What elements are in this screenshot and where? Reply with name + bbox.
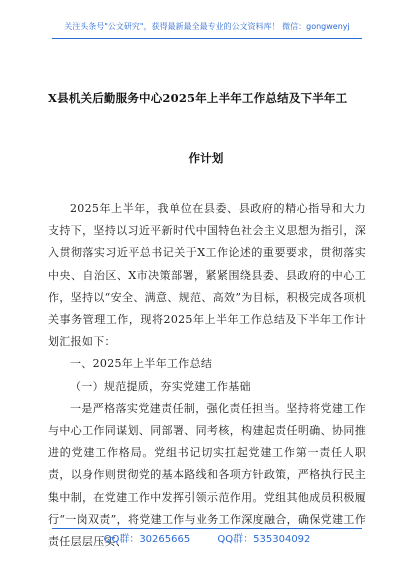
title-line-2: 作计划 [188,151,224,165]
intro-paragraph: 2025年上半年，我单位在县委、县政府的精心指导和大力支持下，坚持以习近平新时代中国特色社会主义思想为指引，深入贯彻落实习近平总书记关于X工作论述的重要要求，贯彻落实中央、自治区、X市决策部署，紧紧围绕县委、县政府的中心工作，坚持以“安全、满意、规范、高效”为目标，积极完成各项机关事务管理工作，现将2025年上半年工作总结及下半年工作计划汇报如下： [48,202,366,349]
footer-qq-group-1: QQ群：30265665 [103,534,191,545]
document-title [48,68,364,188]
document-body [48,198,366,553]
footer-qq-group-2: QQ群：535304092 [217,534,311,545]
header-banner: 关注头条号"公文研究"，获得最新最全最专业的公文资料库！ 微信：gongwenyj [52,16,362,39]
footer-bar [52,528,362,549]
body-paragraph-2: 一是严格落实党建责任制，强化责任担当。坚持将党建工作与中心工作同谋划、同部署、同考核，构建起责任明确、协同推进的党建工作格局。党组书记切实扛起党建工作第一责任人职责，以身作则贯彻党的基本路线和各项方针政策，严格执行民主集中制，在党建工作中发挥引领示范作用。党组其他成员积极履行“一岗双责”，将党建工作与业务工作深度融合，确保党建工作责任层层压实、 [48,401,366,549]
section-heading-1: 一、2025年上半年工作总结 [70,357,213,371]
title-line-1: X县机关后勤服务中心2025年上半年工作总结及下半年工 [48,91,348,105]
subsection-heading-1: （一）规范提质，夯实党建工作基础 [70,379,251,393]
